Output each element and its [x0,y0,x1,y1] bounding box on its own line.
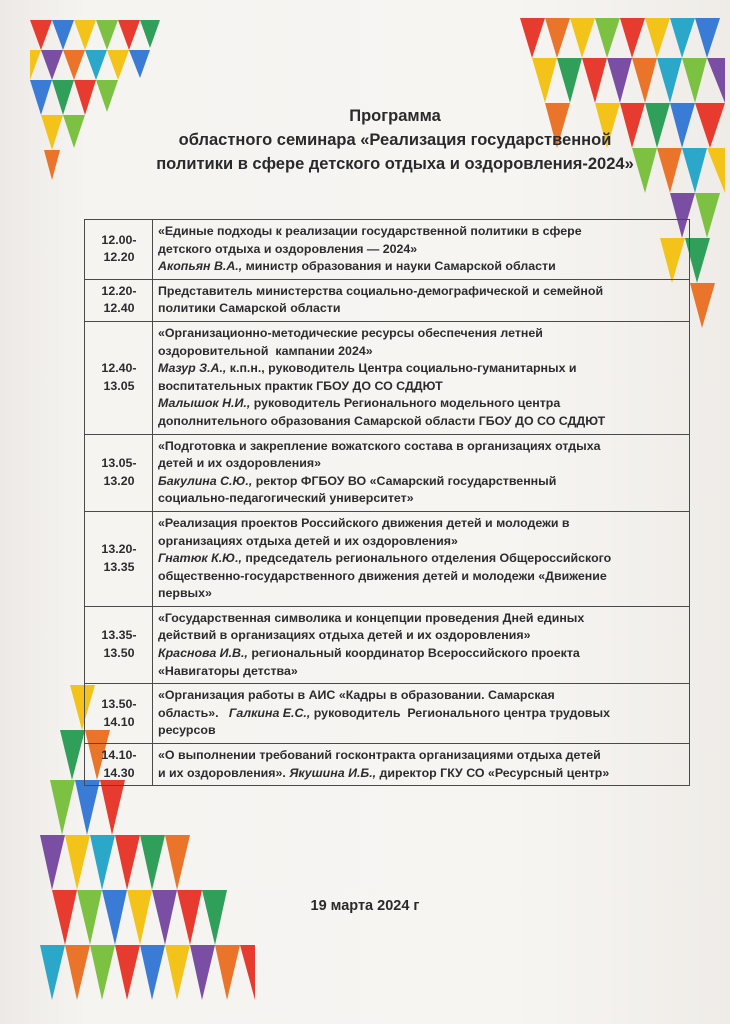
time-value: 13.50- [101,697,137,712]
description-line [158,223,685,241]
speaker-name: Мазур З.А., [158,361,227,376]
line-text: ректор ФГБОУ ВО «Самарский государственный [252,473,557,488]
description-cell [153,321,690,434]
description-cell [153,511,690,606]
table-row [85,279,690,321]
speaker-name: Якушина И.Б., [289,765,377,780]
speaker-name: Галкина Е.С., [228,705,311,720]
program-table [84,219,690,786]
line-text: «Реализация проектов Российского движения детей и молодежи в [158,515,570,530]
time-value: 12.00- [101,232,137,247]
time-value: 13.20 [103,473,135,488]
description-line [158,747,685,765]
title-line: политики в сфере детского отдыха и оздоровления-2024» [156,155,634,173]
description-line [158,663,685,681]
description-line [158,722,685,740]
speaker-name: Акопьян В.А., [158,259,243,274]
table-row [85,744,690,786]
table-row [85,434,690,511]
description-line [158,568,685,586]
time-value: 14.10- [101,748,137,763]
line-text: первых» [158,586,212,601]
time-value: 13.05 [103,378,135,393]
description-line [158,705,685,723]
line-text: «Подготовка и закрепление вожатского состава в организациях отдыха [158,438,601,453]
description-line [158,550,685,568]
description-line [158,765,685,783]
title-line: областного семинара «Реализация государственной [178,131,612,149]
time-cell [85,744,153,786]
speaker-name: Гнатюк К.Ю., [158,551,242,566]
line-text: оздоровительной кампании 2024» [158,343,373,358]
time-cell [85,220,153,280]
line-text: Представитель министерства социально-демографической и семейной [158,283,604,298]
document-date: 19 марта 2024 г [310,898,420,914]
title-line: Программа [349,107,441,125]
speaker-name: Малышок Н.И., [158,396,251,411]
description-line [158,283,685,301]
table-row [85,220,690,280]
line-text: к.п.н., руководитель Центра социально-гуманитарных и [226,361,577,376]
description-cell [153,684,690,744]
time-value: 13.50 [103,646,135,661]
time-value: 12.20 [103,250,135,265]
description-line [158,585,685,603]
description-line [158,687,685,705]
description-cell [153,606,690,683]
time-cell [85,434,153,511]
time-cell [85,606,153,683]
time-value: 12.20- [101,283,137,298]
line-text: дополнительного образования Самарской области ГБОУ ДО СО СДДЮТ [158,413,606,428]
line-text: руководитель Регионального модельного центра [250,396,561,411]
speaker-name: Бакулина С.Ю., [158,473,253,488]
time-value: 14.10 [103,714,135,729]
line-text: «Организация работы в АИС «Кадры в образовании. Самарская [158,688,555,703]
description-line [158,533,685,551]
time-cell [85,279,153,321]
time-cell [85,684,153,744]
line-text: министр образования и науки Самарской области [242,259,556,274]
time-value: 12.40 [103,301,135,316]
line-text: действий в организациях отдыха детей и их оздоровления» [158,628,531,643]
time-value: 13.05- [101,456,137,471]
description-line [158,490,685,508]
table-row [85,606,690,683]
line-text: «О выполнении требований госконтракта организациями отдыха детей [158,748,601,763]
description-line [158,515,685,533]
line-text: руководитель Регионального центра трудовых [310,705,611,720]
line-text: детского отдыха и оздоровления — 2024» [158,241,418,256]
description-cell [153,220,690,280]
line-text: организациях отдыха детей и их оздоровления» [158,533,458,548]
description-line [158,627,685,645]
line-text: «Единые подходы к реализации государственной политики в сфере [158,224,582,238]
line-text: председатель регионального отделения Общероссийского [241,551,612,566]
line-text: и их оздоровления». [158,765,290,780]
description-line [158,413,685,431]
description-line [158,325,685,343]
description-line [158,360,685,378]
description-line [158,610,685,628]
description-line [158,438,685,456]
description-line [158,258,685,276]
time-value: 14.30 [103,765,135,780]
program-table-body [85,220,690,786]
line-text: социально-педагогический университет» [158,491,414,506]
time-value: 13.35 [103,559,135,574]
time-cell [85,511,153,606]
speaker-name: Краснова И.В., [158,646,248,661]
description-line [158,455,685,473]
description-line [158,378,685,396]
description-line [158,300,685,318]
description-line [158,343,685,361]
line-text: область». [158,705,229,720]
description-line [158,645,685,663]
line-text: региональный координатор Всероссийского проекта [247,646,580,661]
line-text: воспитательных практик ГБОУ ДО СО СДДЮТ [158,378,443,393]
line-text: «Навигаторы детства» [158,663,298,678]
table-row [85,684,690,744]
line-text: «Организационно-методические ресурсы обеспечения летней [158,325,543,340]
line-text: политики Самарской области [158,301,341,316]
table-row [85,511,690,606]
table-row [85,321,690,434]
line-text: директор ГКУ СО «Ресурсный центр» [376,765,610,780]
description-cell [153,744,690,786]
time-value: 12.40- [101,361,137,376]
description-line [158,241,685,259]
time-value: 13.35- [101,628,137,643]
description-cell [153,434,690,511]
description-line [158,395,685,413]
line-text: общественно-государственного движения детей и молодежи «Движение [158,568,607,583]
line-text: детей и их оздоровления» [158,456,322,471]
line-text: ресурсов [158,723,216,738]
line-text: «Государственная символика и концепции проведения Дней единых [158,610,585,625]
description-cell [153,279,690,321]
time-value: 13.20- [101,542,137,557]
time-cell [85,321,153,434]
description-line [158,473,685,491]
document-title [95,104,695,176]
